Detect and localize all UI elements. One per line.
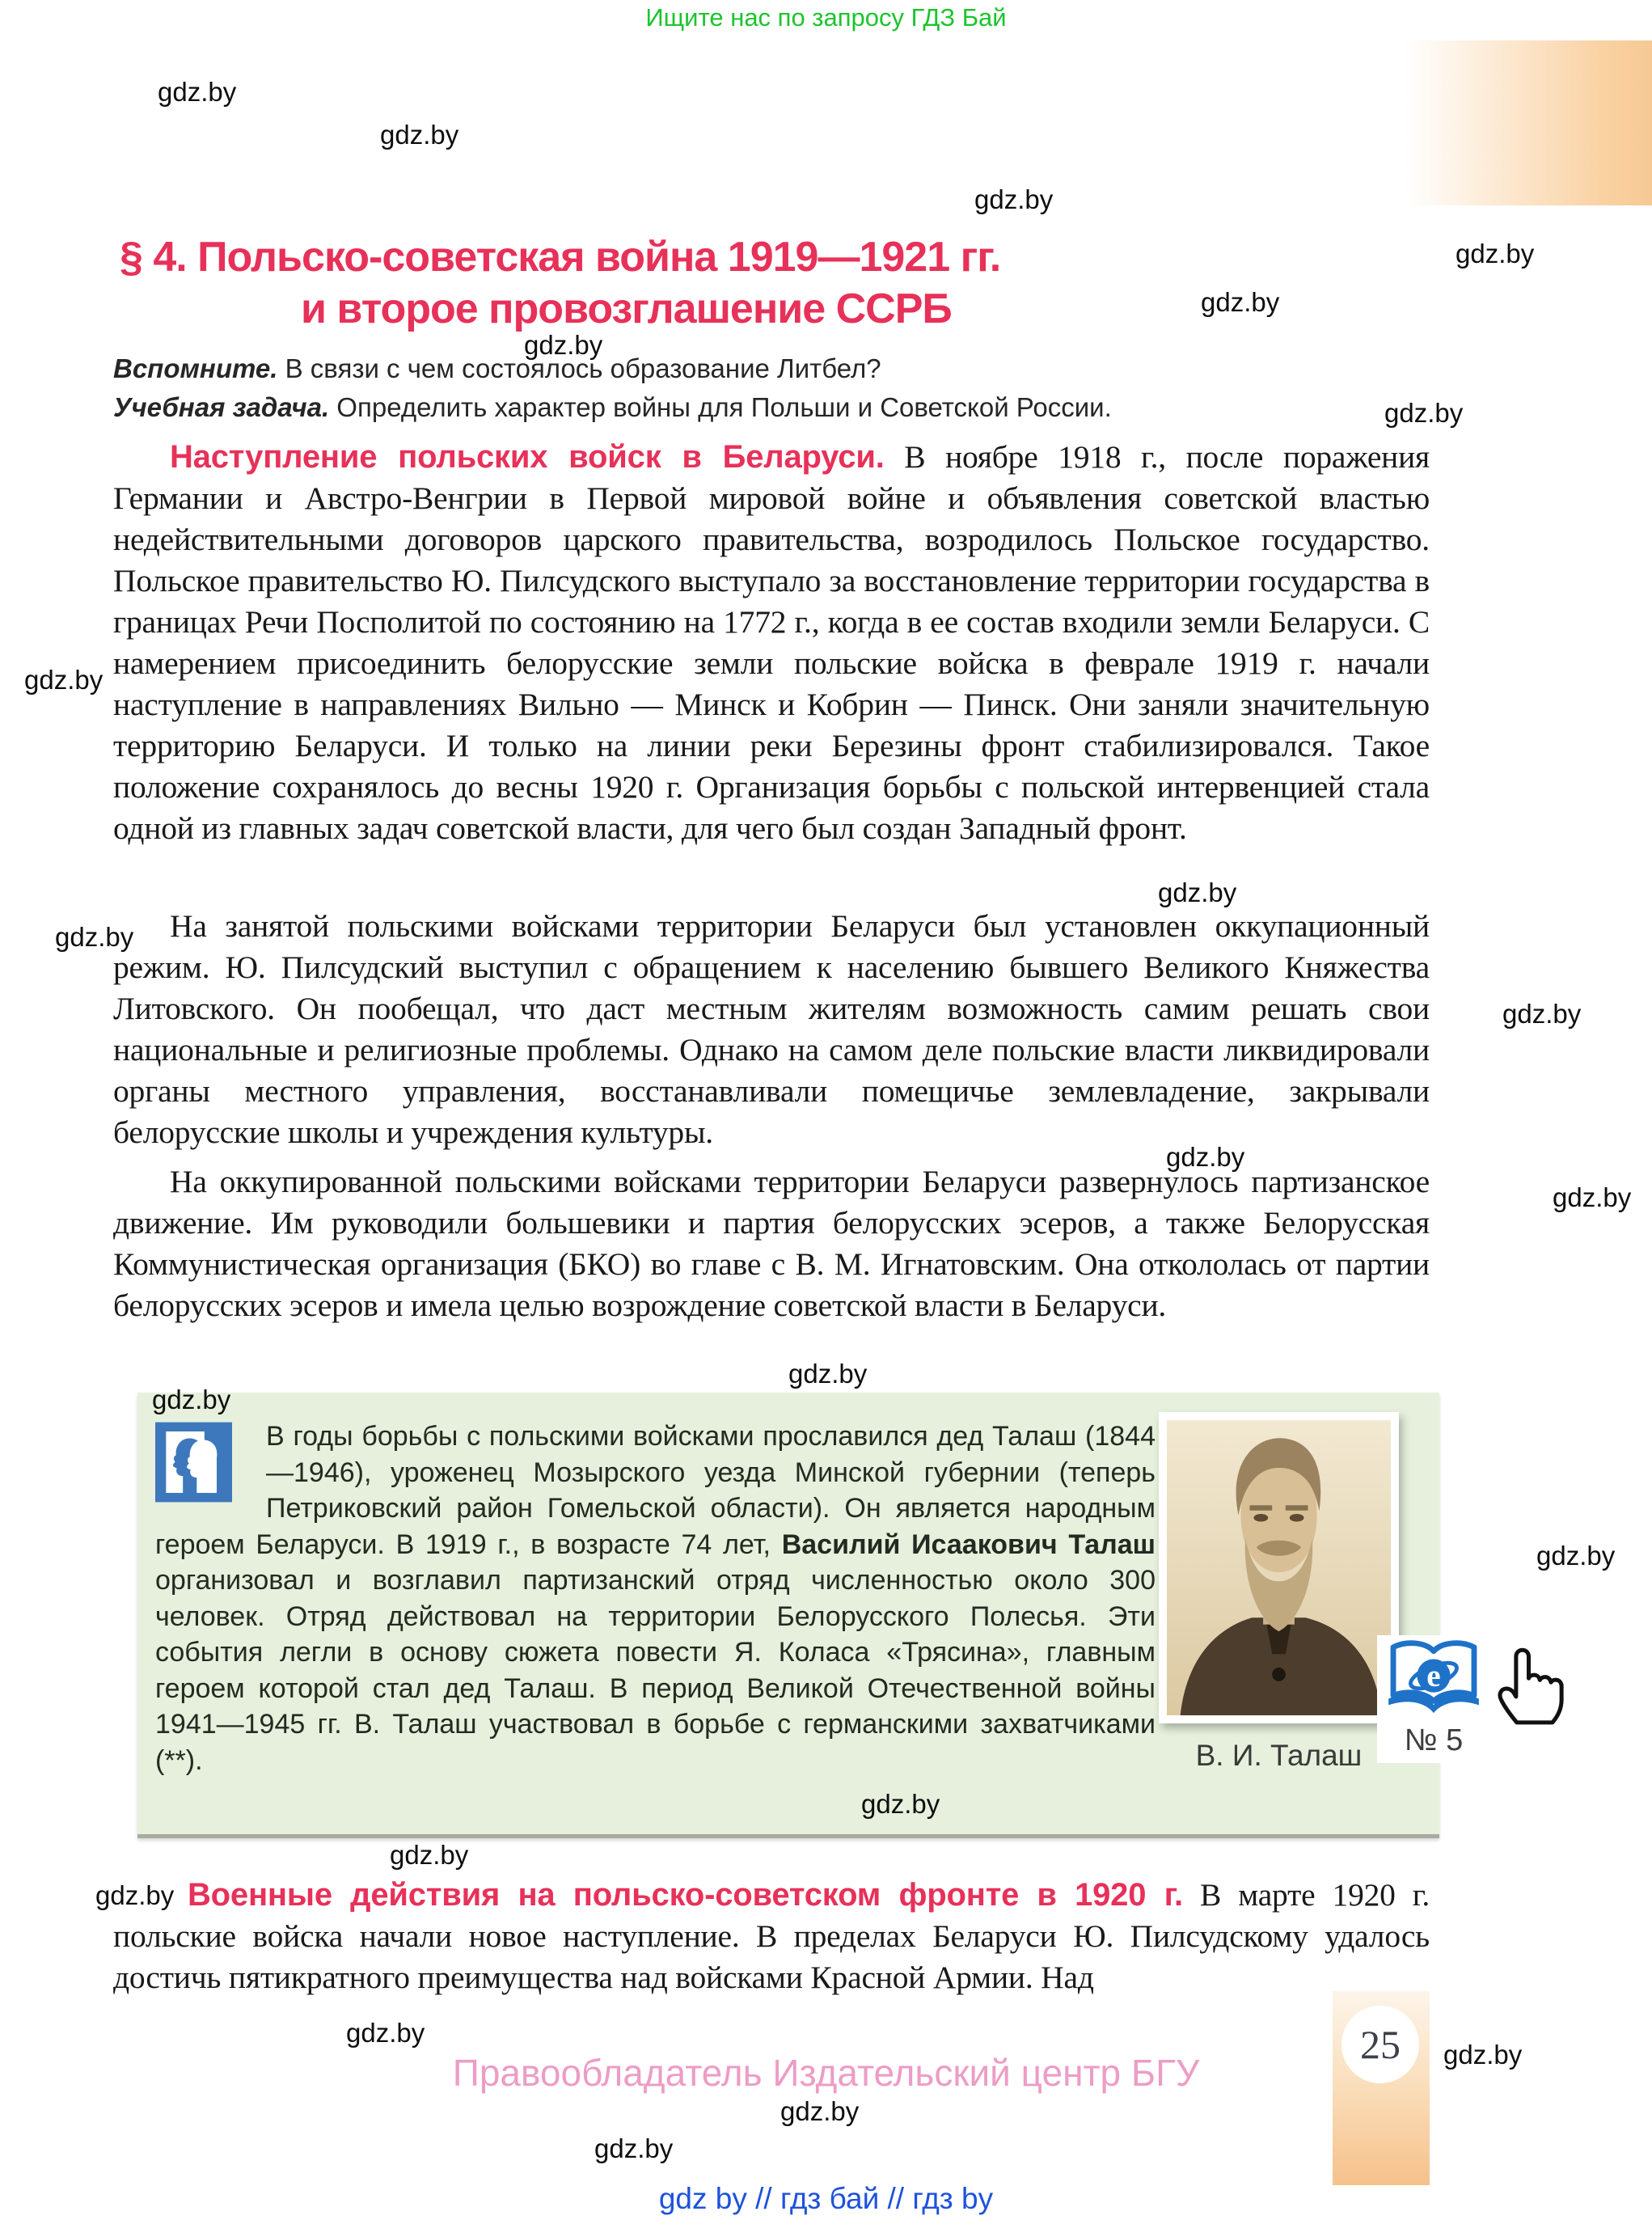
- task-label: Учебная задача.: [113, 392, 330, 422]
- paragraph-2-text: На занятой польскими войсками территории Беларуси был установлен оккупационный режим. Ю. Пилсудский выступил с обращением к населению бывшего Великого Княжества Литовского. Он пообещал, что даст местным жителям возможность самим решать свои национальные и религиозные проблемы. Однако на самом деле польские власти ликвидировали органы местного управления, восстанавливали помещичье землевладение, закрывали белорусские школы и учреждения культуры.: [113, 908, 1430, 1150]
- portrait-illustration: [1167, 1420, 1391, 1715]
- task-line: [113, 392, 1112, 423]
- gdz-watermark: gdz.by: [390, 1840, 469, 1870]
- recall-label: Вспомните.: [113, 353, 278, 383]
- paragraph-3: [113, 1161, 1430, 1326]
- infobox-text-after: организовал и возглавил партизанский отряд численностью около 300 человек. Отряд действовал на территории Белорусского Полесья. Эти события легли в основу сюжета повести Я. Коласа «Трясина», главным героем которой стал дед Талаш. В период Великой Отечественной войны 1941—1945 гг. В. Талаш участвовал в борьбе с германскими захватчиками (**).: [155, 1565, 1156, 1776]
- gdz-watermark: gdz.by: [24, 665, 104, 695]
- copyright-notice: Правообладатель Издательский центр БГУ: [452, 2052, 1200, 2094]
- paragraph-4: [113, 1875, 1430, 1998]
- gdz-watermark: gdz.by: [1443, 2040, 1523, 2070]
- paragraph-2: [113, 906, 1430, 1153]
- gdz-watermark: gdz.by: [974, 184, 1054, 214]
- gdz-watermark: gdz.by: [524, 330, 603, 360]
- gdz-watermark: gdz.by: [594, 2133, 674, 2163]
- gdz-watermark: gdz.by: [1456, 239, 1535, 268]
- search-banner-text: Ищите нас по запросу ГДЗ Бай: [645, 3, 1007, 32]
- infobox-name-bold: Василий Исаакович Талаш: [781, 1528, 1156, 1560]
- gdz-watermark: gdz.by: [1201, 287, 1280, 317]
- gdz-watermark: gdz.by: [158, 77, 237, 107]
- gdz-watermark: gdz.by: [346, 2018, 425, 2048]
- page-title-line1: § 4. Польско-советская война 1919—1921 гг.: [120, 234, 1001, 281]
- talash-portrait-photo: [1159, 1412, 1399, 1723]
- gdz-watermark: gdz.by: [1502, 999, 1582, 1029]
- paragraph-1-text: В ноябре 1918 г., после поражения Германии и Австро-Венгрии в Первой мировой войне и объявления советской властью недействительными договоров царского правительства, возродилось Польское государство. Польское правительство Ю. Пилсудского выступало за восстановление территории государства в границах Речи Посполитой по состоянию на 1772 г., когда в ее состав входили земли Беларуси. С намерением присоединить белорусские земли польские войска в феврале 1919 г. начали наступление в направлениях Вильно — Минск и Кобрин — Пинск. Они заняли значительную территорию Беларуси. И только на линии реки Березины фронт стабилизировался. Такое положение сохранялось до весны 1920 г. Организация борьбы с польской интервенцией стала одной из главных задач советской власти, для чего был создан Западный фронт.: [113, 439, 1430, 846]
- recall-line: [113, 353, 881, 384]
- page-title-line2: и второе провозглашение ССРБ: [301, 285, 952, 332]
- section-heading-2: Военные действия на польско-советском фронте в 1920 г.: [188, 1877, 1183, 1913]
- gdz-links[interactable]: gdz by // гдз бай // гдз by: [658, 2182, 994, 2215]
- gdz-watermark: gdz.by: [788, 1359, 868, 1389]
- task-text: Определить характер войны для Польши и Советской России.: [336, 392, 1112, 422]
- ebook-internet-icon[interactable]: [1380, 1638, 1487, 1718]
- gdz-watermark: gdz.by: [55, 922, 134, 952]
- gdz-watermark: gdz.by: [780, 2096, 860, 2126]
- paragraph-3-text: На оккупированной польскими войсками территории Беларуси развернулось партизанское движение. Им руководили большевики и партия белорусских эсеров, а также Белорусская Коммунистическая организация (БКО) во главе с В. М. Игнатовским. Она откололась от партии белорусских эсеров и имела целью возрождение советской власти в Беларуси.: [113, 1164, 1430, 1323]
- gdz-watermark: gdz.by: [1166, 1142, 1245, 1172]
- svg-text:e: e: [1426, 1658, 1441, 1693]
- section-heading-1: Наступление польских войск в Беларуси.: [170, 439, 885, 475]
- resource-number-badge: № 5: [1404, 1723, 1464, 1757]
- infobox-text-before: В годы борьбы с польскими войсками прославился дед Талаш (1844—1946), уроженец Мозырского уезда Минской губернии (теперь Петриковский район Гомельской области). Он является народным героем Беларуси. В 1919 г., в возрасте 74 лет,: [155, 1421, 1156, 1560]
- gdz-watermark: gdz.by: [1553, 1182, 1632, 1212]
- gdz-watermark: gdz.by: [861, 1789, 940, 1819]
- recall-text: В связи с чем состоялось образование Литбел?: [285, 353, 881, 383]
- e-resource-link[interactable]: [1377, 1635, 1490, 1763]
- gdz-watermark: gdz.by: [380, 120, 459, 150]
- gdz-watermark: gdz.by: [1536, 1541, 1616, 1571]
- orange-corner-decoration: [1405, 40, 1652, 205]
- paragraph-4-text: В марте 1920 г. польские войска начали новое наступление. В пределах Беларуси Ю. Пилсудскому удалось достичь пятикратного преимущества над войсками Красной Армии. Над: [113, 1877, 1430, 1995]
- paragraph-1: [113, 437, 1430, 849]
- gdz-watermark: gdz.by: [1158, 877, 1237, 907]
- hand-cursor-icon: [1490, 1637, 1571, 1732]
- gdz-watermark: gdz.by: [1384, 398, 1464, 428]
- photo-caption: В. И. Талаш: [1195, 1739, 1363, 1772]
- gdz-watermark: gdz.by: [95, 1880, 175, 1910]
- infobox-text: [155, 1419, 1156, 1778]
- person-profile-icon: [155, 1422, 232, 1503]
- gdz-watermark: gdz.by: [152, 1385, 231, 1414]
- page-number: 25: [1341, 2006, 1419, 2083]
- infobox-ded-talash: [137, 1393, 1439, 1838]
